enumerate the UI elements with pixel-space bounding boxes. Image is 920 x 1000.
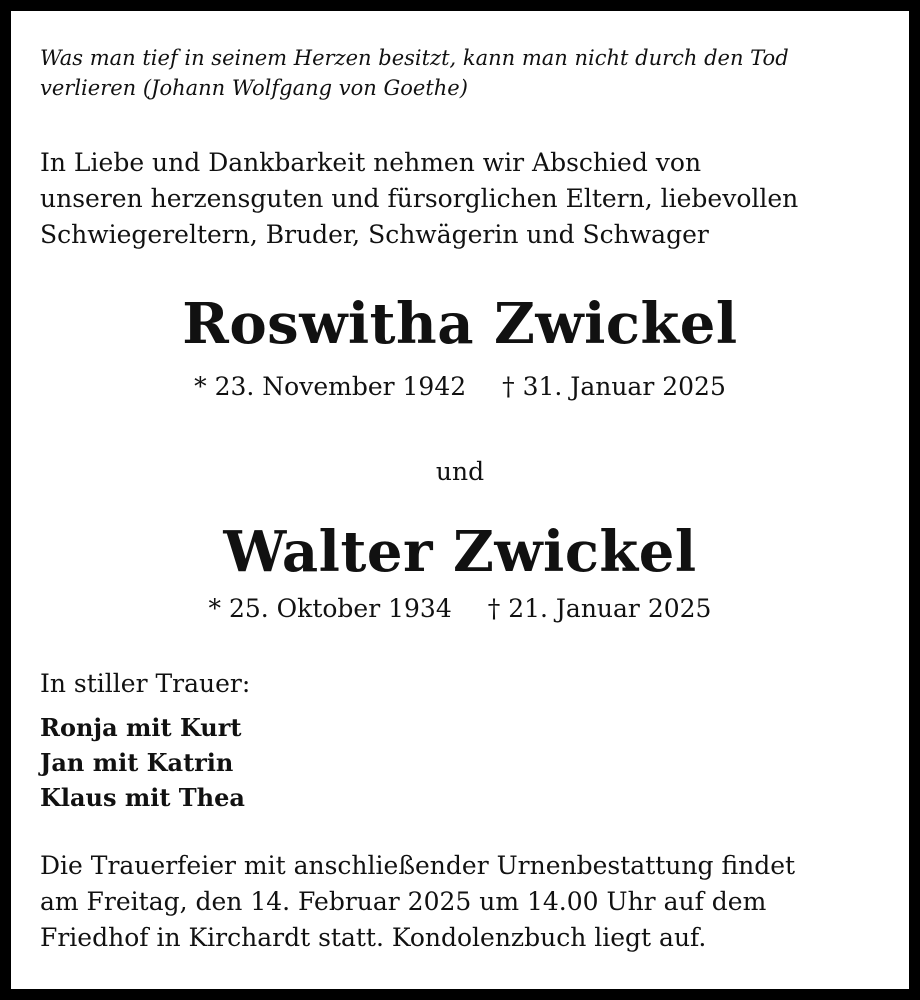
quote-line-1: Was man tief in seinem Herzen besitzt, kann man nicht durch den Tod xyxy=(40,46,789,70)
ceremony-line-2: am Freitag, den 14. Februar 2025 um 14.00 Uhr auf dem xyxy=(40,887,767,916)
mourning-label: In stiller Trauer: xyxy=(40,669,251,698)
memorial-quote xyxy=(40,43,870,103)
intro-line-2: unseren herzensguten und fürsorglichen Eltern, liebevollen xyxy=(40,184,799,213)
intro-text xyxy=(40,145,880,253)
mourner-item: Ronja mit Kurt xyxy=(40,713,242,742)
death-date-1: † 31. Januar 2025 xyxy=(502,372,726,401)
mourners-list xyxy=(40,710,245,815)
intro-line-1: In Liebe und Dankbarkeit nehmen wir Abschied von xyxy=(40,148,702,177)
ceremony-line-3: Friedhof in Kirchardt statt. Kondolenzbuch liegt auf. xyxy=(40,923,707,952)
mourner-item: Jan mit Katrin xyxy=(40,748,234,777)
death-date-2: † 21. Januar 2025 xyxy=(487,594,712,623)
deceased-name-1: Roswitha Zwickel xyxy=(182,291,738,357)
deceased-dates-2 xyxy=(0,592,920,626)
intro-line-3: Schwiegereltern, Bruder, Schwägerin und Schwager xyxy=(40,220,709,249)
deceased-dates-1 xyxy=(0,370,920,404)
ceremony-notice xyxy=(40,848,890,956)
birth-date-2: * 25. Oktober 1934 xyxy=(208,594,452,623)
ceremony-line-1: Die Trauerfeier mit anschließender Urnenbestattung findet xyxy=(40,851,796,880)
deceased-name-2: Walter Zwickel xyxy=(223,519,697,585)
connector-word: und xyxy=(435,457,485,486)
mourner-item: Klaus mit Thea xyxy=(40,783,245,812)
quote-line-2: verlieren (Johann Wolfgang von Goethe) xyxy=(40,76,468,100)
birth-date-1: * 23. November 1942 xyxy=(194,372,467,401)
